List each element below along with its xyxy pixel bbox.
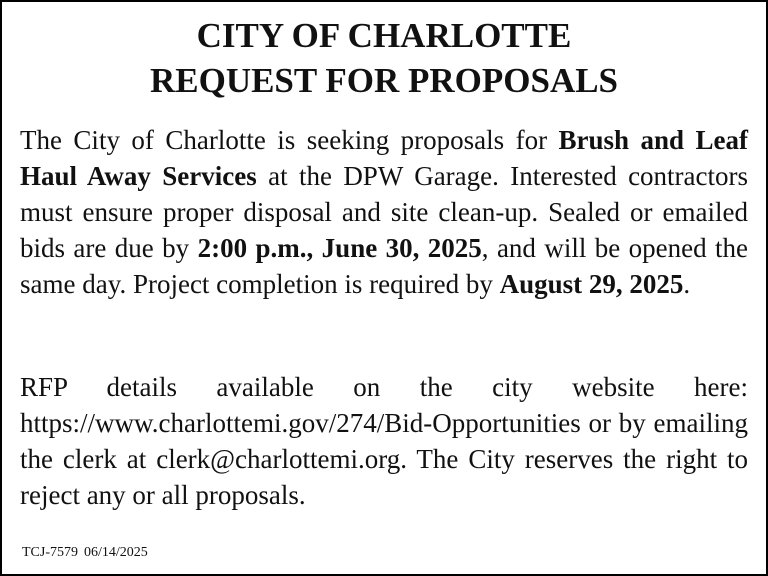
notice-paragraph-2: RFP details available on the city website here: https://www.charlottemi.gov/274/Bid-Opportunities or by emailing the clerk at clerk@charlottemi.org. The City reserves the right to reject any or all proposals. [20, 372, 748, 510]
service-name: Brush and Leaf Haul Away Services [20, 125, 748, 191]
ad-code: TCJ-7579 [22, 545, 78, 560]
notice-subtitle: REQUEST FOR PROPOSALS [149, 61, 619, 100]
notice-paragraph-1 [20, 122, 748, 302]
paragraph-text: . [683, 269, 691, 299]
publish-date: 06/14/2025 [84, 545, 148, 560]
notice-title: CITY OF CHARLOTTE [196, 16, 572, 55]
paragraph-text: , and will be opened the same day. Project completion is required by [20, 233, 749, 299]
paragraph-text: The City of Charlotte is seeking proposals for [20, 125, 559, 155]
paragraph-text: at the DPW Garage. Interested contractors must ensure proper disposal and site clean-up. Sealed or emailed bids are due by [20, 161, 749, 263]
completion-date: August 29, 2025 [499, 269, 684, 299]
notice-footer [22, 545, 148, 561]
bid-deadline: 2:00 p.m., June 30, 2025 [197, 233, 482, 263]
